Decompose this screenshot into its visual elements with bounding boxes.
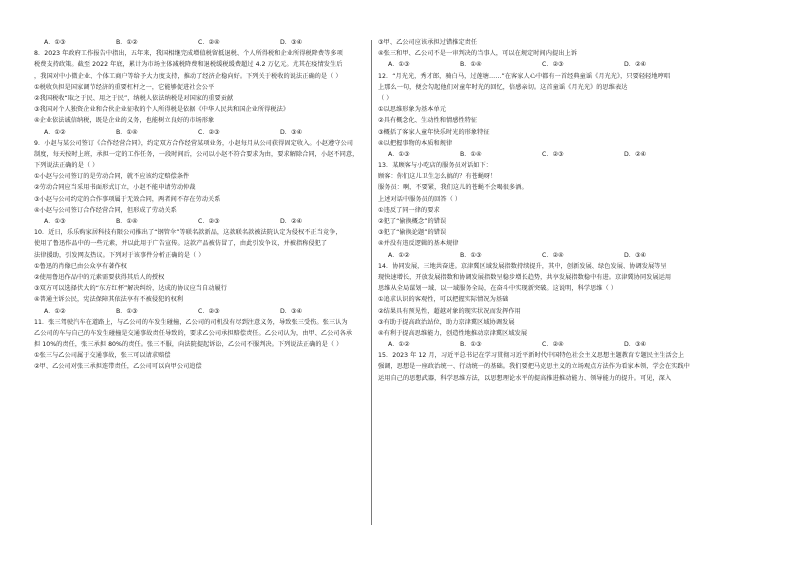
question-11-line: ①张三与乙公司属于交通事故，张三可以请求赔偿 (34, 352, 171, 360)
question-10-line: 法律援助，引发网友热议。下列对于该事件分析正确的是（ ） (34, 251, 205, 259)
answer-option: C．②③ (198, 128, 220, 136)
answer-option: B．①④ (460, 61, 482, 69)
question-12-line: ④以把握事物的本质和规律 (378, 139, 453, 147)
answer-choices-q8 (34, 127, 364, 138)
answer-option: A．①③ (388, 61, 410, 69)
answer-option: C．②③ (198, 218, 220, 225)
question-8-line: ①税收负担是国家调节经济的重要杠杆之一，它能够促进社会公平 (34, 83, 215, 91)
question-9-line: ④小赵与公司签订合作经营合同，但形成了劳动关系 (34, 206, 177, 214)
answer-option: A．①② (388, 251, 410, 259)
answer-option: B．①② (116, 39, 138, 46)
question-14-line: ②结果具有预见性，超越对象的现实状况而发挥作用 (378, 307, 521, 315)
question-11-line: 担 10%的责任，张三承担 80%的责任。张三不服，向法院提起诉讼，乙公司不服判决。下列说法正确的是（ ） (34, 341, 343, 349)
answer-option: A．①③ (44, 218, 66, 225)
question-10-line: 10．近日，乐乐购家居科技有限公司推出了“钢管伞”等联名款新品，这款联名款被法院认定为侵权不正当竞争， (34, 229, 342, 237)
answer-option: D．②④ (280, 218, 303, 225)
question-12-line: ③概括了客家人童年快乐时光的形象特征 (378, 128, 490, 136)
question-10-line: 使用了鲁迅作品中的一些元素，并以此用于广告宣传。这款产品被仿冒了，由此引发争议，并被指称侵犯了 (34, 240, 328, 248)
left-column (34, 37, 364, 373)
answer-choices-q9 (34, 216, 364, 227)
question-9-line: ②劳动合同应当采用书面形式订立，小赵不能申请劳动仲裁 (34, 184, 196, 192)
question-8-line: ，我国对中小微企业、个体工商户等给予大力度支持，推动了经济企稳向好。下列关于税收的说法正确的是（ ） (34, 72, 342, 80)
answer-option: A．①② (44, 307, 66, 315)
question-11-line: ④张三和甲、乙公司不是一审判决的当事人，可以在规定时间内提出上诉 (378, 50, 577, 58)
question-9-line: 下列说法正确的是（ ） (34, 162, 99, 170)
answer-option: D．③④ (280, 307, 303, 315)
question-12-line: ②具有概念化、生动性和情感性特征 (378, 117, 478, 125)
question-15-line: 15．2023 年 12 月，习近平总书记在学习贯彻习近平新时代中国特色社会主义思想主题教育专题民主生活会上 (378, 352, 685, 360)
answer-choices-q12 (378, 149, 760, 160)
answer-option: C．②④ (542, 251, 564, 259)
question-13-line: ①违反了同一律的要求 (378, 206, 440, 214)
answer-option: A．①② (388, 341, 410, 349)
answer-option: D．③④ (624, 341, 647, 349)
question-14-line: ①追求认识的客观性，可以把握实际情况为基础 (378, 296, 509, 304)
question-8-line: 税费支持政策。截至 2022 年底，累计为市场主体减税降费和退税缓税缓费超过 4.2 万亿元。尤其在疫情发生后 (34, 61, 343, 69)
question-8-line: ④企业依法诚信纳税，既是企业的义务，也能树立良好的市场形象 (34, 117, 215, 125)
question-11-line: ②甲、乙公司对张三承担连带责任，乙公司可以向甲公司追偿 (34, 363, 202, 371)
answer-option: D．③④ (280, 39, 303, 46)
answer-option: C．②③ (198, 307, 220, 315)
question-13-line: 顾客：你们这儿卫生怎么搞的？有苍蝇呀！ (378, 173, 497, 181)
answer-option: D．③④ (280, 128, 303, 136)
answer-option: A．①③ (388, 150, 410, 158)
answer-choices-q10 (34, 306, 364, 317)
answer-option: B．①④ (116, 218, 138, 225)
right-column (378, 37, 760, 384)
question-15-line: 运用自己的思想武器，科学思维方法，以思想理论水平的提高推进推动能力、领导能力的提升。可见，深入 (378, 374, 672, 382)
question-11-line: 11．张三驾驶汽车在道路上，与乙公司的车发生碰撞，乙公司的司机没有尽到注意义务，导致张三受伤。张三认为 (34, 318, 348, 326)
answer-option: B．①③ (460, 341, 482, 349)
answer-option: B．①④ (460, 150, 482, 158)
answer-choices-q13 (378, 250, 760, 261)
answer-option: D．③④ (624, 251, 647, 259)
question-9-line: ③小赵与公司约定的合作事项属于无效合同，两者间不存在劳动关系 (34, 195, 221, 203)
answer-option: C．②④ (542, 341, 564, 349)
question-14-line: 14．协同发展，三地共奋进。京津冀区域发展指数持续提升，其中，创新发展、绿色发展、协调发展等呈 (378, 262, 667, 270)
question-13-line: ②犯了“偷换概念”的错误 (378, 218, 447, 225)
question-14-line: 现快速增长，开放发展指数和协调发展指数呈稳步增长趋势，共享发展指数稳中有进。京津冀协同发展运用 (378, 273, 672, 281)
question-8-line: ③我国对个人独资企业和合伙企业征收的个人所得税是依据《中华人民共和国企业所得税法》 (34, 106, 290, 114)
question-11-line: ③甲、乙公司应该承担过错推定责任 (378, 39, 478, 46)
question-10-line: ③双方可以选择伏大的“东方红杯”解决纠纷，达成的协议应当自动履行 (34, 285, 227, 293)
question-9-line: 制度，每天按时上班，承担一定的工作任务，一段时间后，公司以小赵不符合要求为由，要求解除合同，小赵不同意， (34, 150, 359, 158)
question-9-line: 9．小赵与某公司签订《合作经营合同》，约定双方合作经营某项业务，小赵每月从公司获得固定收入。小赵遵守公司 (34, 139, 353, 147)
question-12-line: 12．“月光光，秀才郎，骑白马，过莲塘……”在客家人心中都有一首经典童谣《月光光》，只要轻轻地哼唱 (378, 72, 671, 80)
answer-choices-q7 (34, 37, 364, 48)
answer-option: C．②③ (542, 150, 564, 158)
question-12-line: ①以思维形象为基本单元 (378, 106, 446, 114)
question-12-line: 上那么一句，便会勾起他们对童年时光的回忆，倍感亲切。这首童谣《月光光》的思维表达 (378, 83, 628, 91)
question-13-line: 13．某顾客与小吃店的服务员对话如下： (378, 162, 493, 170)
question-13-line: 服务员：啊，不要紧，我们这儿的苍蝇不会喝很多酒。 (378, 184, 528, 192)
question-13-line: ④并没有违反逻辑的基本规律 (378, 240, 459, 248)
question-9-line: ①小赵与公司签订的是劳动合同，就不应该约定赔偿条件 (34, 173, 190, 181)
question-11-line: 乙公司的车与自己的车发生碰撞是交通事故责任导致的，要求乙公司承担赔偿责任。乙公司认为，由甲、乙公司各承 (34, 329, 353, 337)
answer-option: A．①② (44, 128, 66, 136)
question-13-line: ③犯了“偷换论题”的错误 (378, 229, 447, 237)
answer-option: B．①③ (116, 307, 138, 315)
question-8-line: 8．2023 年政府工作报告中指出，五年来，我国相继完成增值税留抵退税、个人所得税和企业所得税降费等多项 (34, 50, 343, 58)
answer-option: D．②④ (624, 150, 647, 158)
column-divider (371, 40, 372, 525)
answer-option: C．②④ (198, 39, 220, 46)
question-8-line: ②我国税收“取之于民、用之于民”，纳税人依法纳税是对国家的重要贡献 (34, 94, 234, 102)
answer-choices-q14 (378, 339, 760, 350)
question-10-line: ①鲁迅的肖像已由公众享有著作权 (34, 262, 127, 270)
answer-option: A．①③ (44, 39, 66, 46)
answer-option: C．②③ (542, 61, 564, 69)
answer-option: D．②④ (624, 61, 647, 69)
question-13-line: 上述对话中服务员的回答（ ） (378, 195, 462, 203)
question-14-line: ④有利于提高思维能力，创造性地推动京津冀区域发展 (378, 329, 528, 337)
answer-option: B．①③ (460, 251, 482, 259)
answer-option: B．①④ (116, 128, 138, 136)
question-12-line: （ ） (378, 94, 393, 102)
question-14-line: 思维从全局谋划一域、以一域服务全局，在奋斗中实现新突破。这说明，科学思维（ ） (378, 285, 618, 293)
question-15-line: 强调，思想是一座政治统一、行动统一的基础。我们要把马克思主义的立场观点方法作为看家本领，学会在实践中 (378, 363, 690, 371)
question-10-line: ②使用鲁迅作品中的元素需要获得其后人的授权 (34, 273, 165, 281)
question-10-line: ④普通主诉公民，宪法保障其依法享有不被侵犯的权利 (34, 296, 184, 304)
answer-choices-q11 (378, 59, 760, 70)
question-14-line: ③有助于提高政治站位，助力京津冀区域协调发展 (378, 318, 515, 326)
